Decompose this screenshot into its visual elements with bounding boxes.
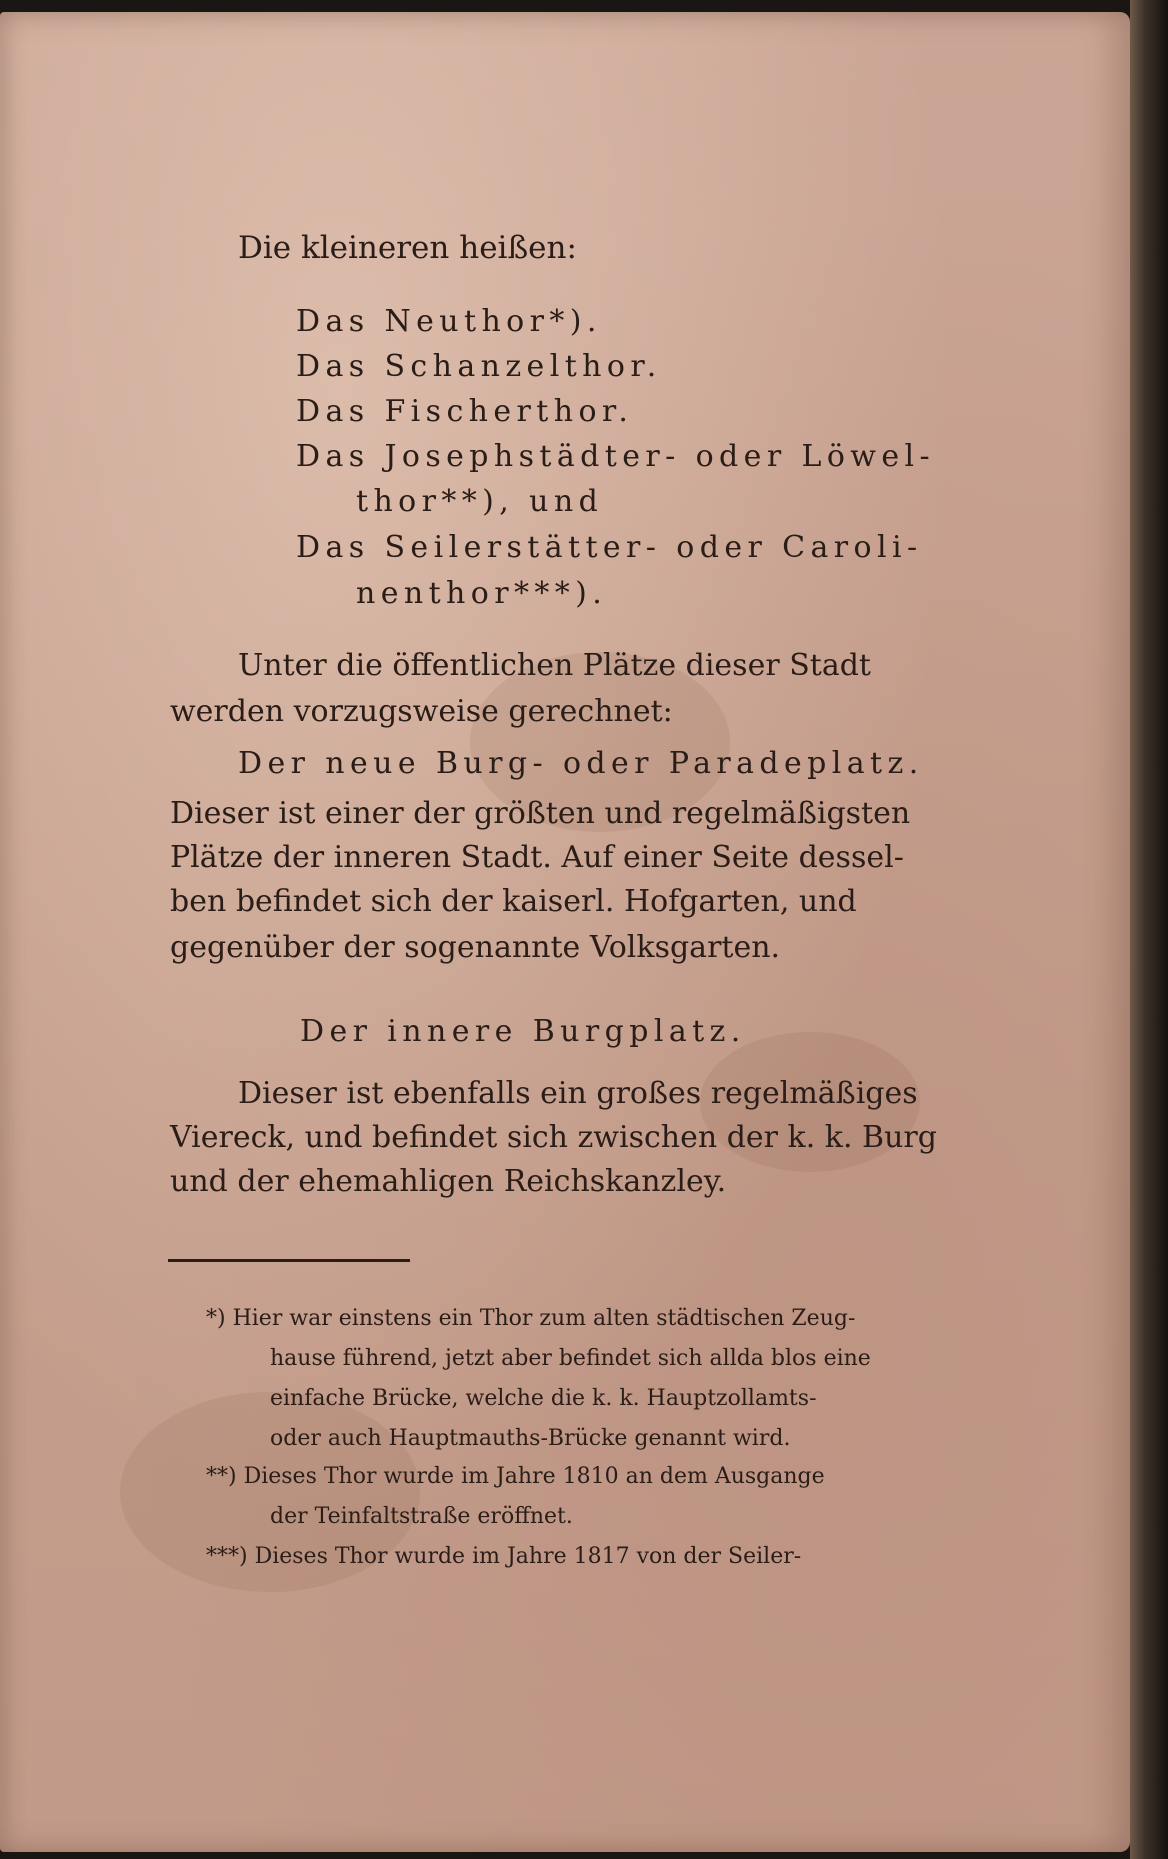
footnote-line: *) Hier war einstens ein Thor zum alten städtischen Zeug- bbox=[206, 1306, 856, 1331]
gate-line: Das Fischerthor. bbox=[296, 394, 634, 429]
footnote-line: ***) Dieses Thor wurde im Jahre 1817 von der Seiler- bbox=[206, 1544, 802, 1569]
footnote-rule bbox=[168, 1259, 410, 1262]
gate-line: Das Schanzelthor. bbox=[296, 349, 662, 384]
section-line: gegenüber der sogenannte Volksgarten. bbox=[170, 930, 781, 965]
section-line: Plätze der inneren Stadt. Auf einer Seite dessel- bbox=[170, 840, 904, 875]
section-line: Viereck, und befindet sich zwischen der k. k. Burg bbox=[170, 1120, 937, 1155]
section-line: und der ehemahligen Reichskanzley. bbox=[170, 1164, 727, 1199]
footnote-line: **) Dieses Thor wurde im Jahre 1810 an dem Ausgange bbox=[206, 1464, 825, 1489]
section-line: Dieser ist ebenfalls ein großes regelmäßiges bbox=[238, 1076, 918, 1111]
book-page bbox=[0, 12, 1130, 1852]
section-line: ben befindet sich der kaiserl. Hofgarten, und bbox=[170, 884, 857, 919]
book-edge bbox=[1130, 0, 1168, 1859]
gate-line: Das Neuthor*). bbox=[296, 304, 602, 339]
section-title: Der innere Burgplatz. bbox=[300, 1014, 746, 1049]
footnote-line: oder auch Hauptmauths-Brücke genannt wird. bbox=[270, 1426, 791, 1451]
footnote-line: einfache Brücke, welche die k. k. Hauptzollamts- bbox=[270, 1386, 817, 1411]
section-title: Der neue Burg- oder Paradeplatz. bbox=[238, 746, 924, 781]
section-line: Dieser ist einer der größten und regelmäßigsten bbox=[170, 796, 911, 831]
gate-line: nenthor***). bbox=[356, 576, 608, 611]
footnote-line: der Teinfaltstraße eröffnet. bbox=[270, 1504, 573, 1529]
paragraph-line: Unter die öffentlichen Plätze dieser Stadt bbox=[238, 648, 871, 683]
paragraph-line: werden vorzugsweise gerechnet: bbox=[170, 694, 673, 729]
gate-line: Das Josephstädter- oder Löwel- bbox=[296, 439, 936, 474]
gate-line: Das Seilerstätter- oder Caroli- bbox=[296, 530, 923, 565]
gate-line: thor**), und bbox=[356, 484, 604, 519]
footnote-line: hause führend, jetzt aber befindet sich allda blos eine bbox=[270, 1346, 871, 1371]
heading: Die kleineren heißen: bbox=[238, 230, 577, 266]
